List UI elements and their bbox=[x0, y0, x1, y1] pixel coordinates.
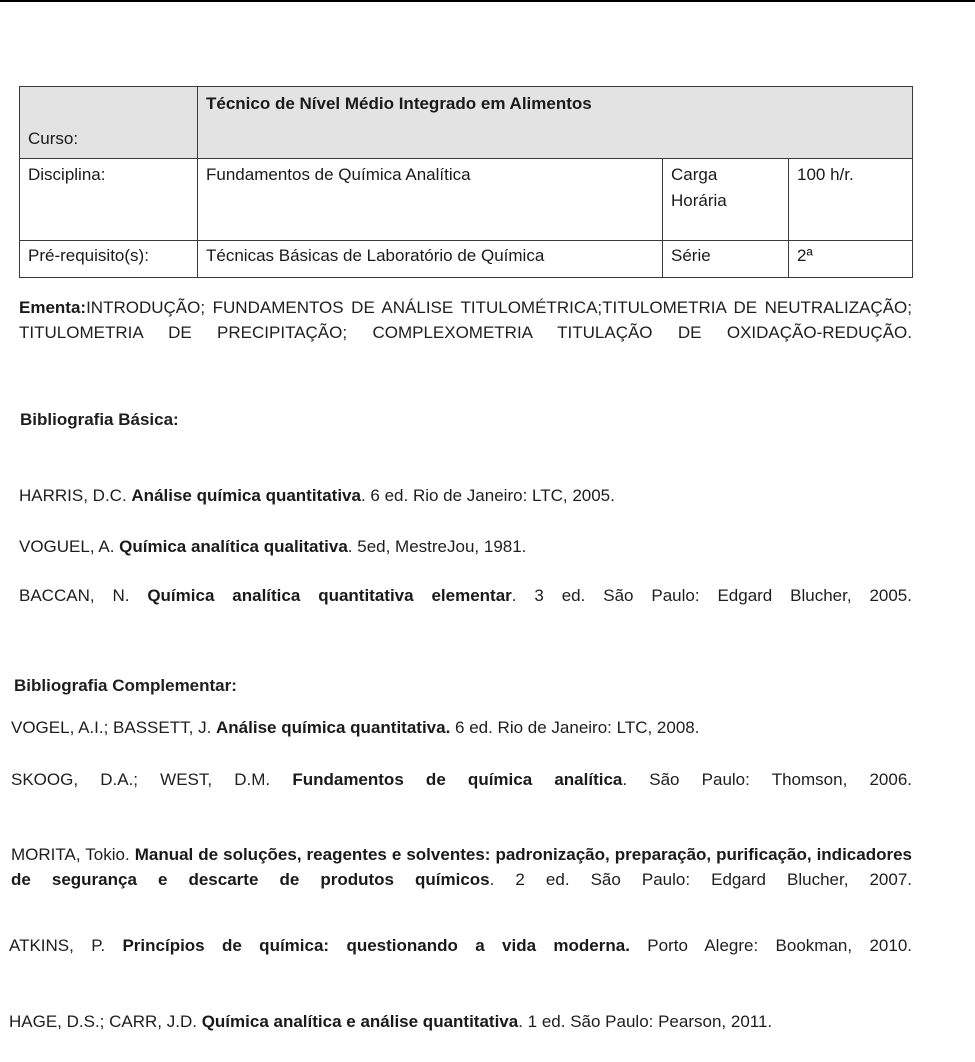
ref-details: . 1 ed. São Paulo: Pearson, 2011. bbox=[518, 1012, 773, 1031]
ref-details: . 3 ed. São Paulo: Edgard Blucher, 2005. bbox=[511, 586, 912, 605]
basic-ref-3 bbox=[19, 584, 912, 633]
ref-title: Química analítica quantitativa elementar bbox=[147, 586, 512, 605]
table-row bbox=[20, 87, 913, 159]
complementary-ref-3 bbox=[11, 843, 912, 916]
curso-value: Técnico de Nível Médio Integrado em Alimentos bbox=[198, 87, 913, 159]
ref-author: VOGEL, A.I.; BASSETT, J. bbox=[11, 718, 217, 737]
ref-title: Química analítica e análise quantitativa bbox=[201, 1012, 519, 1031]
disciplina-value: Fundamentos de Química Analítica bbox=[198, 159, 663, 241]
carga-label-line1: Carga bbox=[671, 165, 718, 184]
bibliografia-complementar-heading: Bibliografia Complementar: bbox=[14, 676, 237, 695]
ref-details: . 5ed, MestreJou, 1981. bbox=[347, 537, 527, 556]
basic-ref-2 bbox=[19, 535, 919, 560]
prerequisito-label: Pré-requisito(s): bbox=[20, 241, 198, 278]
complementary-ref-1 bbox=[11, 716, 916, 741]
ementa-text: INTRODUÇÃO; FUNDAMENTOS DE ANÁLISE TITULOMÉTRICA;TITULOMETRIA DE NEUTRALIZAÇÃO; TITULOMETRIA DE PRECIPITAÇÃO; COMPLEXOMETRIA TITULAÇÃO DE OXIDAÇÃO-REDUÇÃO. bbox=[19, 298, 912, 342]
ref-author: HARRIS, D.C. bbox=[19, 486, 132, 505]
carga-horaria-label bbox=[663, 159, 789, 241]
ref-details: Porto Alegre: Bookman, 2010. bbox=[629, 936, 912, 955]
ref-author: BACCAN, N. bbox=[19, 586, 148, 605]
serie-label: Série bbox=[663, 241, 789, 278]
ref-title: Química analítica qualitativa bbox=[119, 537, 348, 556]
table-row bbox=[20, 241, 913, 278]
basic-ref-1 bbox=[19, 484, 919, 509]
serie-value: 2ª bbox=[789, 241, 913, 278]
ref-author: MORITA, Tokio. bbox=[11, 845, 135, 864]
ref-details: . São Paulo: Thomson, 2006. bbox=[622, 770, 912, 789]
ref-title: Fundamentos de química analítica bbox=[292, 770, 623, 789]
complementary-ref-2 bbox=[11, 768, 912, 817]
bibliografia-basica-heading: Bibliografia Básica: bbox=[20, 410, 179, 429]
ementa-paragraph bbox=[19, 296, 912, 370]
top-border bbox=[0, 0, 975, 2]
ementa-label: Ementa: bbox=[19, 298, 87, 317]
ref-author: SKOOG, D.A.; WEST, D.M. bbox=[11, 770, 293, 789]
prerequisito-value: Técnicas Básicas de Laboratório de Química bbox=[198, 241, 663, 278]
ref-details: . 2 ed. São Paulo: Edgard Blucher, 2007. bbox=[489, 869, 912, 889]
complementary-ref-4 bbox=[9, 934, 912, 983]
table-row bbox=[20, 159, 913, 241]
disciplina-label: Disciplina: bbox=[20, 159, 198, 241]
ref-title: Análise química quantitativa. bbox=[216, 718, 451, 737]
ref-title: Manual de soluções, reagentes e solventes: padronização, preparação, purificação, indicadores de segurança e descarte de produtos químicos bbox=[11, 845, 912, 889]
ref-title: Análise química quantitativa bbox=[131, 486, 361, 505]
course-info-table bbox=[19, 86, 913, 278]
ref-author: VOGUEL, A. bbox=[19, 537, 120, 556]
carga-horaria-value: 100 h/r. bbox=[789, 159, 913, 241]
ref-title: Princípios de química: questionando a vida moderna. bbox=[122, 936, 630, 955]
curso-label: Curso: bbox=[20, 87, 198, 159]
complementary-ref-5 bbox=[9, 1010, 879, 1059]
carga-label-line2: Horária bbox=[671, 191, 727, 210]
ref-details: 6 ed. Rio de Janeiro: LTC, 2008. bbox=[450, 718, 700, 737]
ref-author: HAGE, D.S.; CARR, J.D. bbox=[9, 1012, 202, 1031]
ref-details: . 6 ed. Rio de Janeiro: LTC, 2005. bbox=[360, 486, 615, 505]
ref-author: ATKINS, P. bbox=[9, 936, 123, 955]
